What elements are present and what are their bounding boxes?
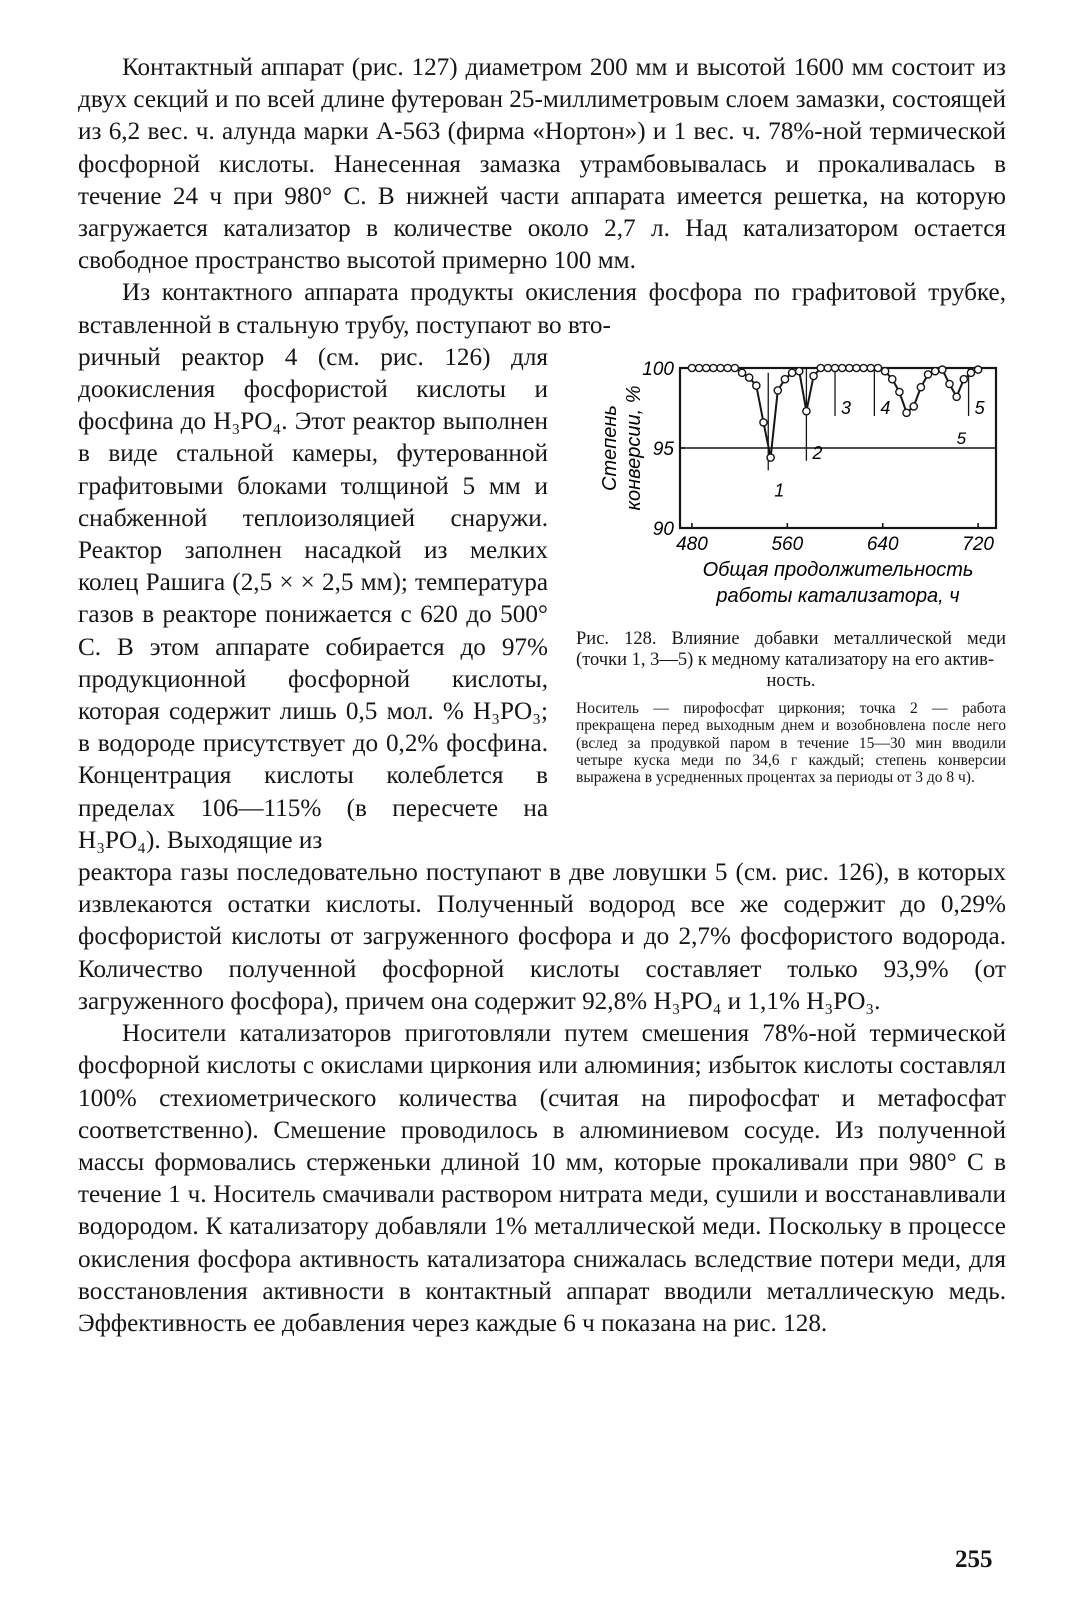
data-point <box>710 364 717 371</box>
paragraph-2-side: ричный реактор 4 (см. рис. 126) для доокисления фосфористой кислоты и фосфина до H₃PO₄. Этот реактор выполнен в виде стальной камеры, футерованной графитовыми блоками толщиной 5 мм и снабженной теплоизоляцией снаружи. Реактор заполнен насадкой из мелких колец Рашига (2,5 × × 2,5 мм); температура газов в реакторе понижается с 620 до 500° С. В этом аппарате собирается до 97% продукционной фосфорной кислоты, которая содержит лишь 0,5 мол. % H₃PO₃; в водороде присутствует до 0,2% фосфина. Концентрация кислоты колеблется в пределах 106—115% (в пересчете на H₃PO₄). Выходящие из <box>78 343 548 854</box>
data-point <box>774 387 781 394</box>
y-tick-label: 95 <box>652 439 674 460</box>
figure-caption-end: ность. <box>766 671 816 691</box>
data-point <box>910 403 917 410</box>
data-point <box>946 380 953 387</box>
y-axis-title-line2: конверсии, % <box>623 385 645 511</box>
data-point <box>960 376 967 383</box>
data-point <box>853 364 860 371</box>
copper-addition-label: 4 <box>880 398 891 418</box>
data-point <box>817 364 824 371</box>
copper-addition-label: 5 <box>974 398 985 418</box>
data-point <box>903 409 910 416</box>
page-number: 255 <box>955 1546 993 1573</box>
data-point <box>917 384 924 391</box>
reference-line-label: 5 <box>956 429 967 448</box>
figure-caption-note: Носитель — пирофосфат циркония; точка 2 — работа прекращена перед выходным днем и возобновлена после него (вслед за продувкой паром в течение 15—30 мин вводили четыре куска меди по 34,6 г каждый; степень конверсии выражена в усредненных процентах за периоды от 3 до 8 ч). <box>576 700 1006 787</box>
data-point <box>975 366 982 373</box>
data-point <box>738 369 745 376</box>
data-point <box>796 368 803 375</box>
paragraph-3: Носители катализаторов приготовляли путем смешения 78%-ной термической фосфорной кислоты с окислами циркония или алюминия; избыток кислоты составлял 100% стехиометрического количества (считая на пирофосфат и метафосфат соответственно). Смешение проводилось в алюминиевом сосуде. Из полученной массы формовались стерженьки длиной 10 мм, которые прокаливали при 980° С в течение 1 ч. Носитель смачивали раствором нитрата меди, сушили и восстанавливали водородом. К катализатору добавляли 1% металлической меди. Поскольку в процессе окисления фосфора активность катализатора снижалась вследствие потери меди, для восстановления активности в контактный аппарат вводили металлическую медь. Эффективность ее добавления через каждые 6 ч показана на рис. 128. <box>78 1020 1006 1337</box>
data-point <box>839 364 846 371</box>
x-tick-label: 720 <box>962 534 994 555</box>
data-point <box>860 364 867 371</box>
paragraph-2-top: Из контактного аппарата продукты окисления фосфора по графитовой трубке, вставленной в стальную трубу, поступают во вто- <box>78 279 1006 339</box>
x-tick-label: 640 <box>866 534 899 555</box>
page <box>78 52 1006 1340</box>
data-point <box>788 369 795 376</box>
data-point <box>846 364 853 371</box>
conversion-chart <box>576 358 1006 618</box>
chart-marks <box>680 364 996 470</box>
data-point <box>874 364 881 371</box>
data-point <box>932 368 939 375</box>
chart-labels <box>599 359 994 607</box>
paragraph-2-side-block <box>78 342 548 857</box>
copper-addition-label: 3 <box>841 398 852 418</box>
figure-caption-main: Рис. 128. Влияние добавки металлической меди (точки 1, 3—5) к медному катализатору на его актив- <box>576 629 1006 670</box>
figure-128 <box>576 358 1006 786</box>
data-point <box>688 364 695 371</box>
x-axis-title-line1: Общая продолжительность <box>702 559 974 581</box>
x-tick-label: 480 <box>676 534 708 555</box>
x-axis-title-line2: работы катализатора, ч <box>716 585 960 607</box>
copper-addition-label: 1 <box>774 480 785 501</box>
data-point <box>746 374 753 381</box>
data-point <box>831 364 838 371</box>
y-tick-label: 100 <box>642 359 674 380</box>
paragraph-2-bottom: реактора газы последовательно поступают в две ловушки 5 (см. рис. 126), в которых извлекаются остатки кислоты. Полученный водород все же содержит до 0,29% фосфористой кислоты от загруженного фосфора и до 2,7% фосфористого водорода. Количество полученной фосфорной кислоты составляет только 93,9% (от загруженного фосфора), причем она содержит 92,8% H₃PO₄ и 1,1% H₃PO₃. <box>78 859 1006 1015</box>
data-point <box>753 382 760 389</box>
copper-addition-label: 2 <box>812 442 823 463</box>
data-point <box>896 388 903 395</box>
y-axis-title-line1: Степень <box>599 405 621 491</box>
y-tick-label: 90 <box>652 519 674 540</box>
data-point <box>767 454 774 461</box>
x-tick-label: 560 <box>771 534 804 555</box>
data-point <box>731 364 738 371</box>
data-point <box>924 371 931 378</box>
data-point <box>939 366 946 373</box>
data-point <box>867 364 874 371</box>
figure-caption <box>576 629 1006 692</box>
data-point <box>824 364 831 371</box>
data-point <box>703 364 710 371</box>
data-point <box>889 376 896 383</box>
data-point <box>882 368 889 375</box>
data-point <box>717 364 724 371</box>
data-point <box>967 369 974 376</box>
data-point <box>760 419 767 426</box>
data-point <box>810 372 817 379</box>
paragraph-1: Контактный аппарат (рис. 127) диаметром 200 мм и высотой 1600 мм состоит из двух секций и по всей длине футерован 25-миллиметровым слоем замазки, состоящей из 6,2 вес. ч. алунда марки А-563 (фирма «Нортон») и 1 вес. ч. 78%-ной термической фосфорной кислоты. Нанесенная замазка утрамбовывалась и прокаливалась в течение 24 ч при 980° С. В нижней части аппарата имеется решетка, на которую загружается катализатор в количестве около 2,7 л. Над катализатором остается свободное пространство высотой примерно 100 мм. <box>78 54 1006 275</box>
data-point <box>695 364 702 371</box>
data-point <box>953 393 960 400</box>
data-point <box>724 364 731 371</box>
data-point <box>803 408 810 415</box>
data-point <box>781 376 788 383</box>
